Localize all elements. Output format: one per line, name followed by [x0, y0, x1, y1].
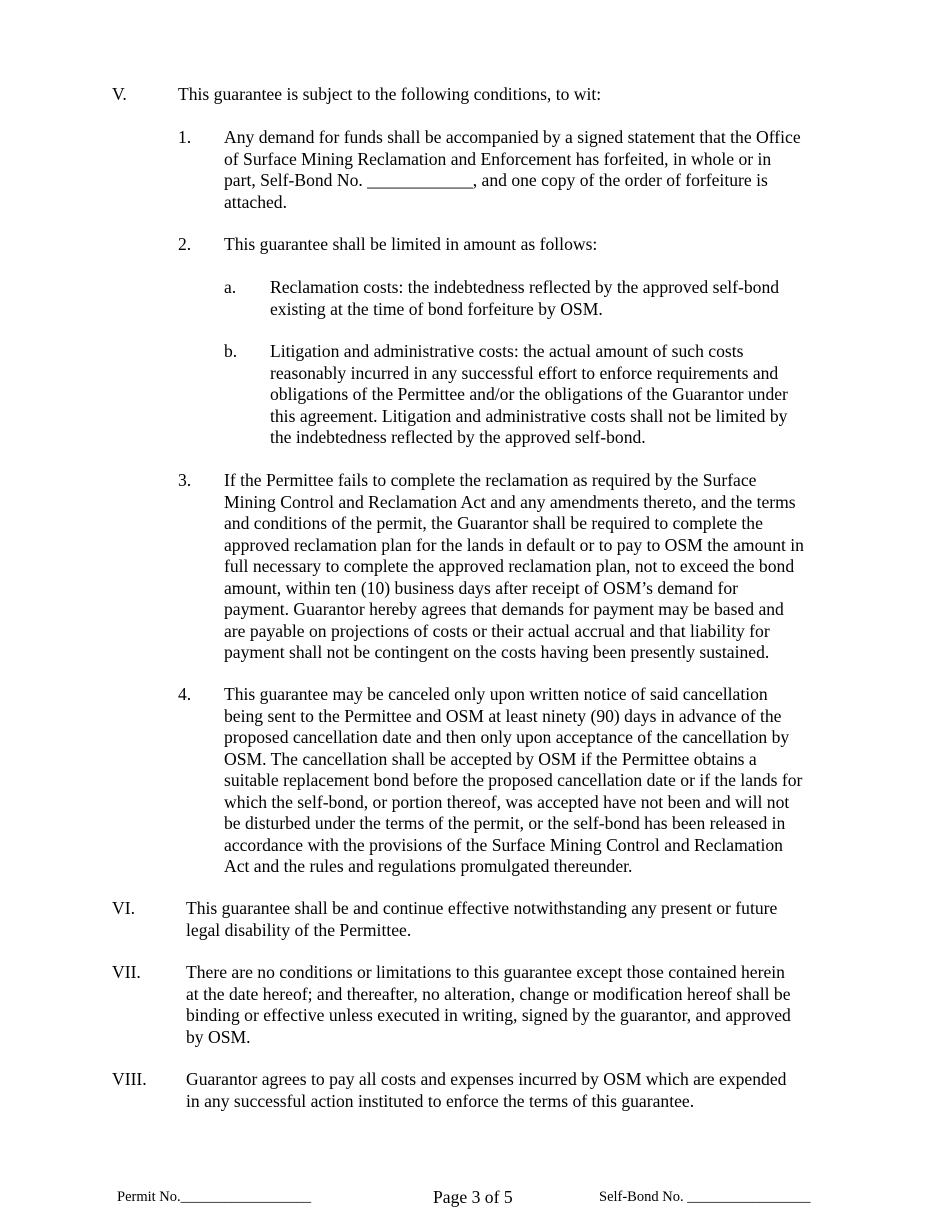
text-line: reasonably incurred in any successful effort to enforce requirements and — [270, 362, 779, 383]
text-line: Litigation and administrative costs: the actual amount of such costs — [270, 341, 744, 361]
item-number: 2. — [178, 234, 192, 254]
section-text — [186, 898, 846, 941]
section-text: This guarantee is subject to the following conditions, to wit: — [178, 84, 602, 104]
text-line: accordance with the provisions of the Surface Mining Control and Reclamation — [224, 834, 783, 855]
subitem-letter: b. — [224, 341, 238, 361]
text-line: OSM. The cancellation shall be accepted by OSM if the Permittee obtains a — [224, 748, 757, 769]
text-line: payment. Guarantor hereby agrees that demands for payment may be based and — [224, 599, 784, 619]
text-line: amount, within ten (10) business days after receipt of OSM’s demand for — [224, 577, 739, 598]
text-line: obligations of the Permittee and/or the obligations of the Guarantor under — [270, 384, 788, 404]
self-bond-number-field: Self-Bond No. _________________ — [599, 1189, 811, 1205]
text-line: This guarantee may be canceled only upon written notice of said cancellation — [224, 684, 768, 704]
text-line: suitable replacement bond before the proposed cancellation date or if the lands for — [224, 770, 803, 790]
text-line: This guarantee shall be limited in amount as follows: — [224, 234, 598, 254]
text-line: Act and the rules and regulations promulgated thereunder. — [224, 856, 633, 876]
text-line: being sent to the Permittee and OSM at least ninety (90) days in advance of the — [224, 705, 782, 726]
text-line: approved reclamation plan for the lands in default or to pay to OSM the amount in — [224, 534, 804, 555]
permit-number-field: Permit No.__________________ — [117, 1189, 312, 1205]
text-line: at the date hereof; and thereafter, no alteration, change or modification hereof shall be — [186, 983, 791, 1004]
text-line: part, Self-Bond No. ____________, and one copy of the order of forfeiture is — [224, 170, 768, 190]
text-line: payment shall not be contingent on the costs having been presently sustained. — [224, 642, 770, 662]
text-line: attached. — [224, 191, 288, 212]
subitem-letter: a. — [224, 277, 237, 297]
text-line: binding or effective unless executed in writing, signed by the guarantor, and approved — [186, 1005, 791, 1025]
text-line: existing at the time of bond forfeiture by OSM. — [270, 298, 603, 319]
page-number: Page 3 of 5 — [433, 1187, 513, 1207]
text-line: by OSM. — [186, 1026, 251, 1047]
item-text — [224, 684, 864, 878]
item-text — [224, 234, 844, 256]
text-line: If the Permittee fails to complete the reclamation as required by the Surface — [224, 470, 757, 490]
text-line: Any demand for funds shall be accompanied by a signed statement that the Office — [224, 127, 801, 147]
text-line: There are no conditions or limitations to this guarantee except those contained herein — [186, 962, 785, 982]
text-line: this agreement. Litigation and administrative costs shall not be limited by — [270, 405, 788, 426]
section-text — [186, 962, 846, 1048]
text-line: This guarantee shall be and continue effective notwithstanding any present or future — [186, 898, 778, 918]
subitem-text — [270, 341, 832, 449]
subitem-text — [270, 277, 832, 320]
item-number: 3. — [178, 470, 192, 490]
text-line: Guarantor agrees to pay all costs and expenses incurred by OSM which are expended — [186, 1069, 787, 1089]
text-line: in any successful action instituted to enforce the terms of this guarantee. — [186, 1090, 695, 1111]
text-line: which the self-bond, or portion thereof, was accepted have not been and will not — [224, 791, 790, 812]
text-line: legal disability of the Permittee. — [186, 919, 412, 940]
item-text — [224, 470, 864, 664]
text-line: are payable on projections of costs or their actual accrual and that liability for — [224, 620, 770, 641]
section-text — [186, 1069, 846, 1112]
text-line: Reclamation costs: the indebtedness reflected by the approved self-bond — [270, 277, 780, 297]
item-number: 1. — [178, 127, 192, 147]
text-line: be disturbed under the terms of the permit, or the self-bond has been released in — [224, 813, 786, 833]
section-number: VII. — [112, 962, 141, 982]
text-line: and conditions of the permit, the Guarantor shall be required to complete the — [224, 513, 763, 533]
section-number: V. — [112, 84, 127, 104]
text-line: Mining Control and Reclamation Act and any amendments thereto, and the terms — [224, 491, 796, 512]
item-text — [224, 127, 844, 213]
text-line: proposed cancellation date and then only upon acceptance of the cancellation by — [224, 727, 790, 747]
text-line: the indebtedness reflected by the approved self-bond. — [270, 427, 646, 447]
text-line: of Surface Mining Reclamation and Enforcement has forfeited, in whole or in — [224, 148, 772, 169]
item-number: 4. — [178, 684, 192, 704]
section-number: VIII. — [112, 1069, 147, 1089]
text-line: full necessary to complete the approved reclamation plan, not to exceed the bond — [224, 556, 795, 576]
page-footer — [0, 1186, 950, 1212]
section-number: VI. — [112, 898, 135, 918]
